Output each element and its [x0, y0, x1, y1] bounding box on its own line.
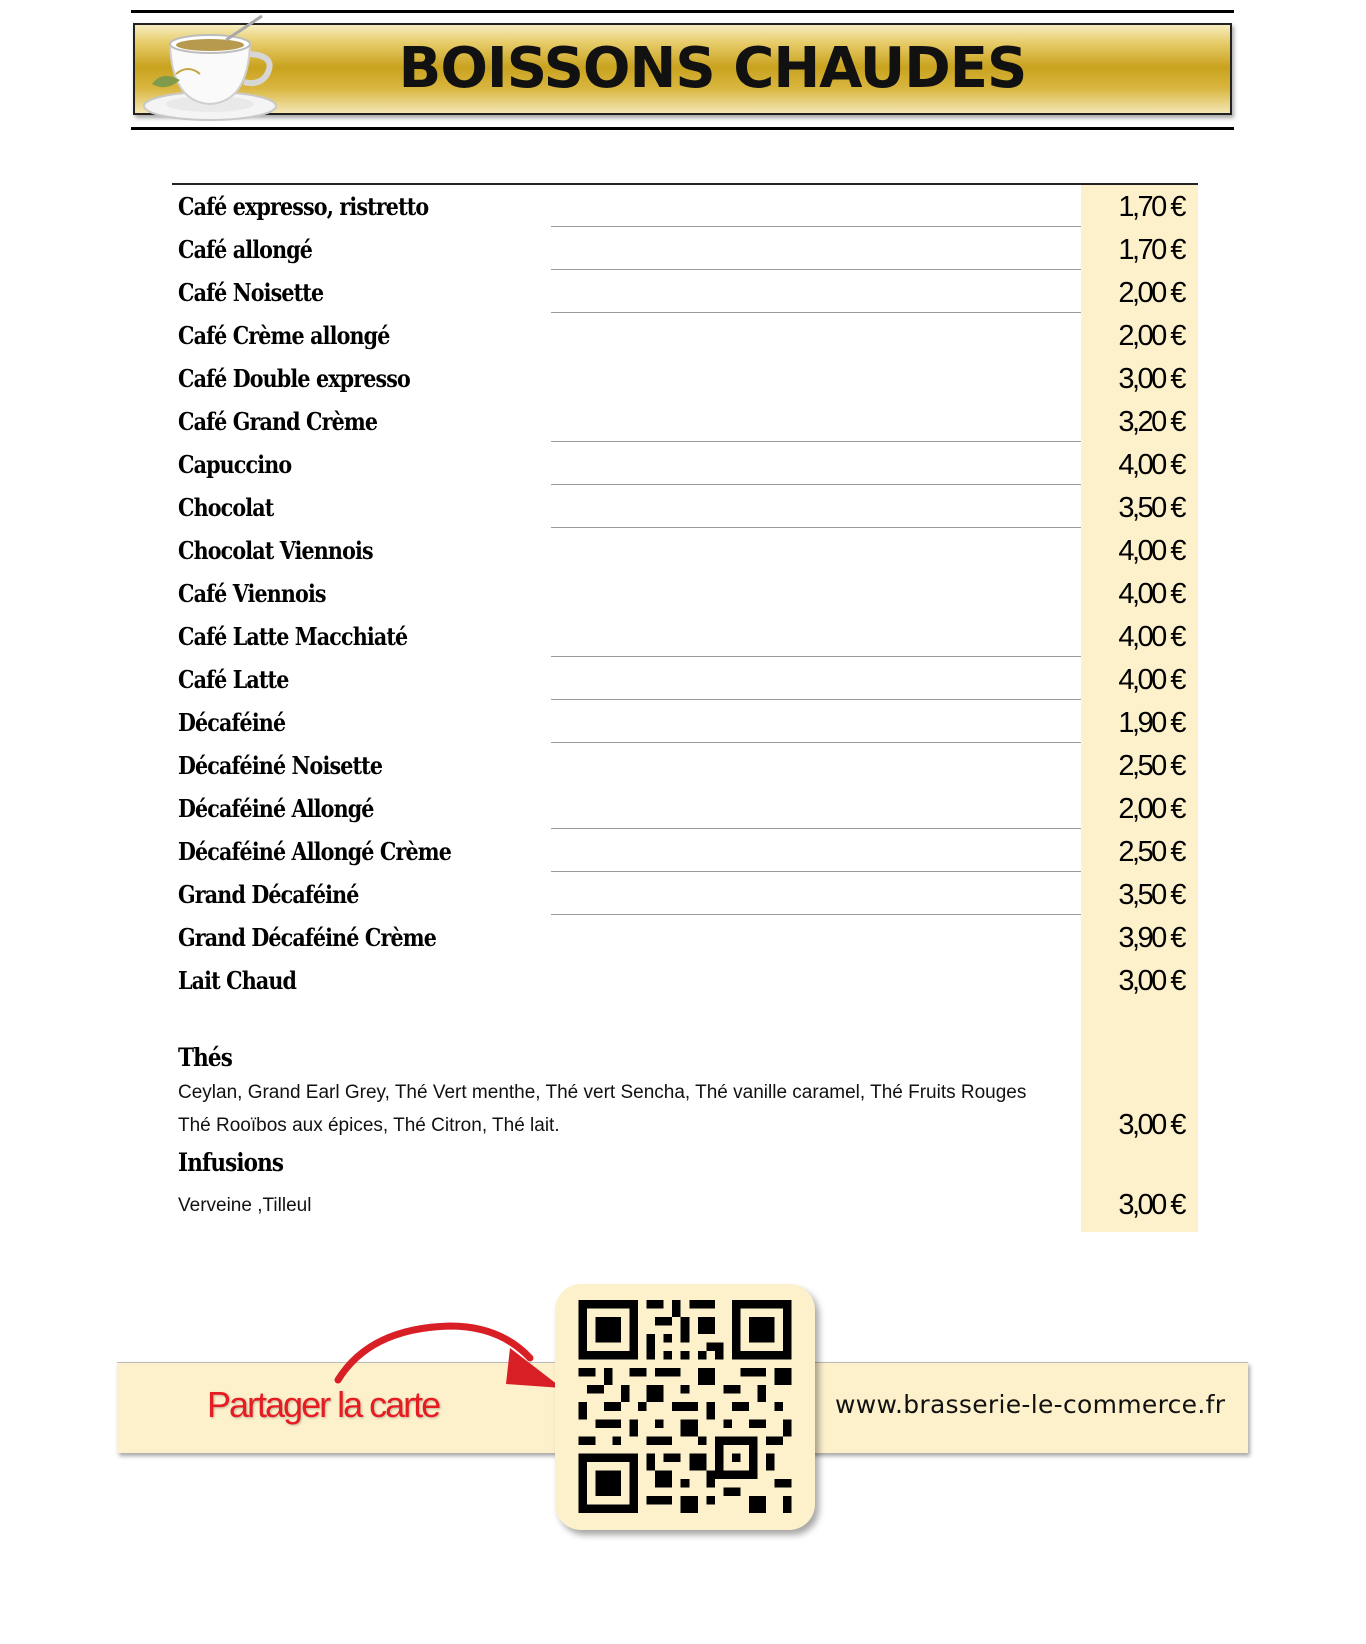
- menu-item-name: Café Crème allongé: [178, 321, 390, 350]
- curved-arrow-icon: [330, 1318, 570, 1408]
- row-separator: [551, 871, 1081, 872]
- qr-code-icon[interactable]: [572, 1300, 798, 1513]
- row-separator: [551, 656, 1081, 657]
- infusions-list: Verveine ,Tilleul: [178, 1195, 312, 1216]
- menu-item-price: 1,90 €: [1118, 707, 1184, 739]
- menu-item-price: 3,20 €: [1118, 406, 1184, 438]
- menu-item-price: 3,50 €: [1118, 879, 1184, 911]
- menu-item-name: Café Latte Macchiaté: [178, 622, 408, 651]
- website-url[interactable]: www.brasserie-le-commerce.fr: [835, 1390, 1226, 1419]
- infusions-title: Infusions: [178, 1148, 284, 1177]
- row-separator: [551, 441, 1081, 442]
- row-separator: [551, 527, 1081, 528]
- menu-item-name: Café Noisette: [178, 278, 324, 307]
- infusions-price: 3,00 €: [1118, 1189, 1184, 1221]
- menu-item-price: 4,00 €: [1118, 535, 1184, 567]
- row-separator: [551, 699, 1081, 700]
- teas-list-line-1: Ceylan, Grand Earl Grey, Thé Vert menthe, Thé vert Sencha, Thé vanille caramel, Thé Fruits Rouges: [178, 1082, 1027, 1103]
- menu-item-name: Café Double expresso: [178, 364, 410, 393]
- row-separator: [551, 312, 1081, 313]
- menu-item-name: Grand Décaféiné: [178, 880, 359, 909]
- menu-item-price: 4,00 €: [1118, 621, 1184, 653]
- menu-item-price: 4,00 €: [1118, 578, 1184, 610]
- menu-item-name: Café Viennois: [178, 579, 326, 608]
- menu-item-price: 2,50 €: [1118, 750, 1184, 782]
- menu-item-price: 2,00 €: [1118, 793, 1184, 825]
- menu-item-name: Chocolat: [178, 493, 274, 522]
- header-rule-bottom: [131, 127, 1234, 130]
- menu-item-name: Capuccino: [178, 450, 292, 479]
- page-title: BOISSONS CHAUDES: [398, 36, 1027, 101]
- menu-item-name: Décaféiné Noisette: [178, 751, 383, 780]
- menu-item-price: 1,70 €: [1118, 234, 1184, 266]
- row-separator: [551, 914, 1081, 915]
- menu-item-name: Café Latte: [178, 665, 289, 694]
- menu-item-price: 2,00 €: [1118, 320, 1184, 352]
- menu-item-price: 2,50 €: [1118, 836, 1184, 868]
- menu-item-name: Décaféiné Allongé: [178, 794, 374, 823]
- menu-item-name: Café Grand Crème: [178, 407, 378, 436]
- menu-item-price: 3,50 €: [1118, 492, 1184, 524]
- menu-item-name: Décaféiné: [178, 708, 286, 737]
- teas-price: 3,00 €: [1118, 1109, 1184, 1141]
- row-separator: [551, 484, 1081, 485]
- coffee-cup-icon: [140, 14, 290, 124]
- menu-item-name: Chocolat Viennois: [178, 536, 373, 565]
- menu-item-name: Café expresso, ristretto: [178, 192, 429, 221]
- row-separator: [551, 742, 1081, 743]
- menu-item-price: 2,00 €: [1118, 277, 1184, 309]
- menu-item-name: Grand Décaféiné Crème: [178, 923, 436, 952]
- share-menu-link[interactable]: Partager la carte: [207, 1384, 440, 1425]
- menu-item-price: 1,70 €: [1118, 191, 1184, 223]
- menu-item-price: 4,00 €: [1118, 449, 1184, 481]
- header-banner: [133, 23, 1232, 115]
- menu-item-name: Décaféiné Allongé Crème: [178, 837, 451, 866]
- row-separator: [551, 269, 1081, 270]
- menu-item-name: Lait Chaud: [178, 966, 297, 995]
- header-rule-top: [131, 10, 1234, 13]
- row-separator: [551, 226, 1081, 227]
- menu-item-price: 4,00 €: [1118, 664, 1184, 696]
- menu-item-price: 3,00 €: [1118, 363, 1184, 395]
- menu-item-price: 3,00 €: [1118, 965, 1184, 997]
- row-separator: [551, 828, 1081, 829]
- teas-list-line-2: Thé Rooïbos aux épices, Thé Citron, Thé lait.: [178, 1115, 560, 1136]
- table-top-rule: [172, 183, 1198, 185]
- menu-item-name: Café allongé: [178, 235, 313, 264]
- menu-item-price: 3,90 €: [1118, 922, 1184, 954]
- teas-title: Thés: [178, 1043, 232, 1072]
